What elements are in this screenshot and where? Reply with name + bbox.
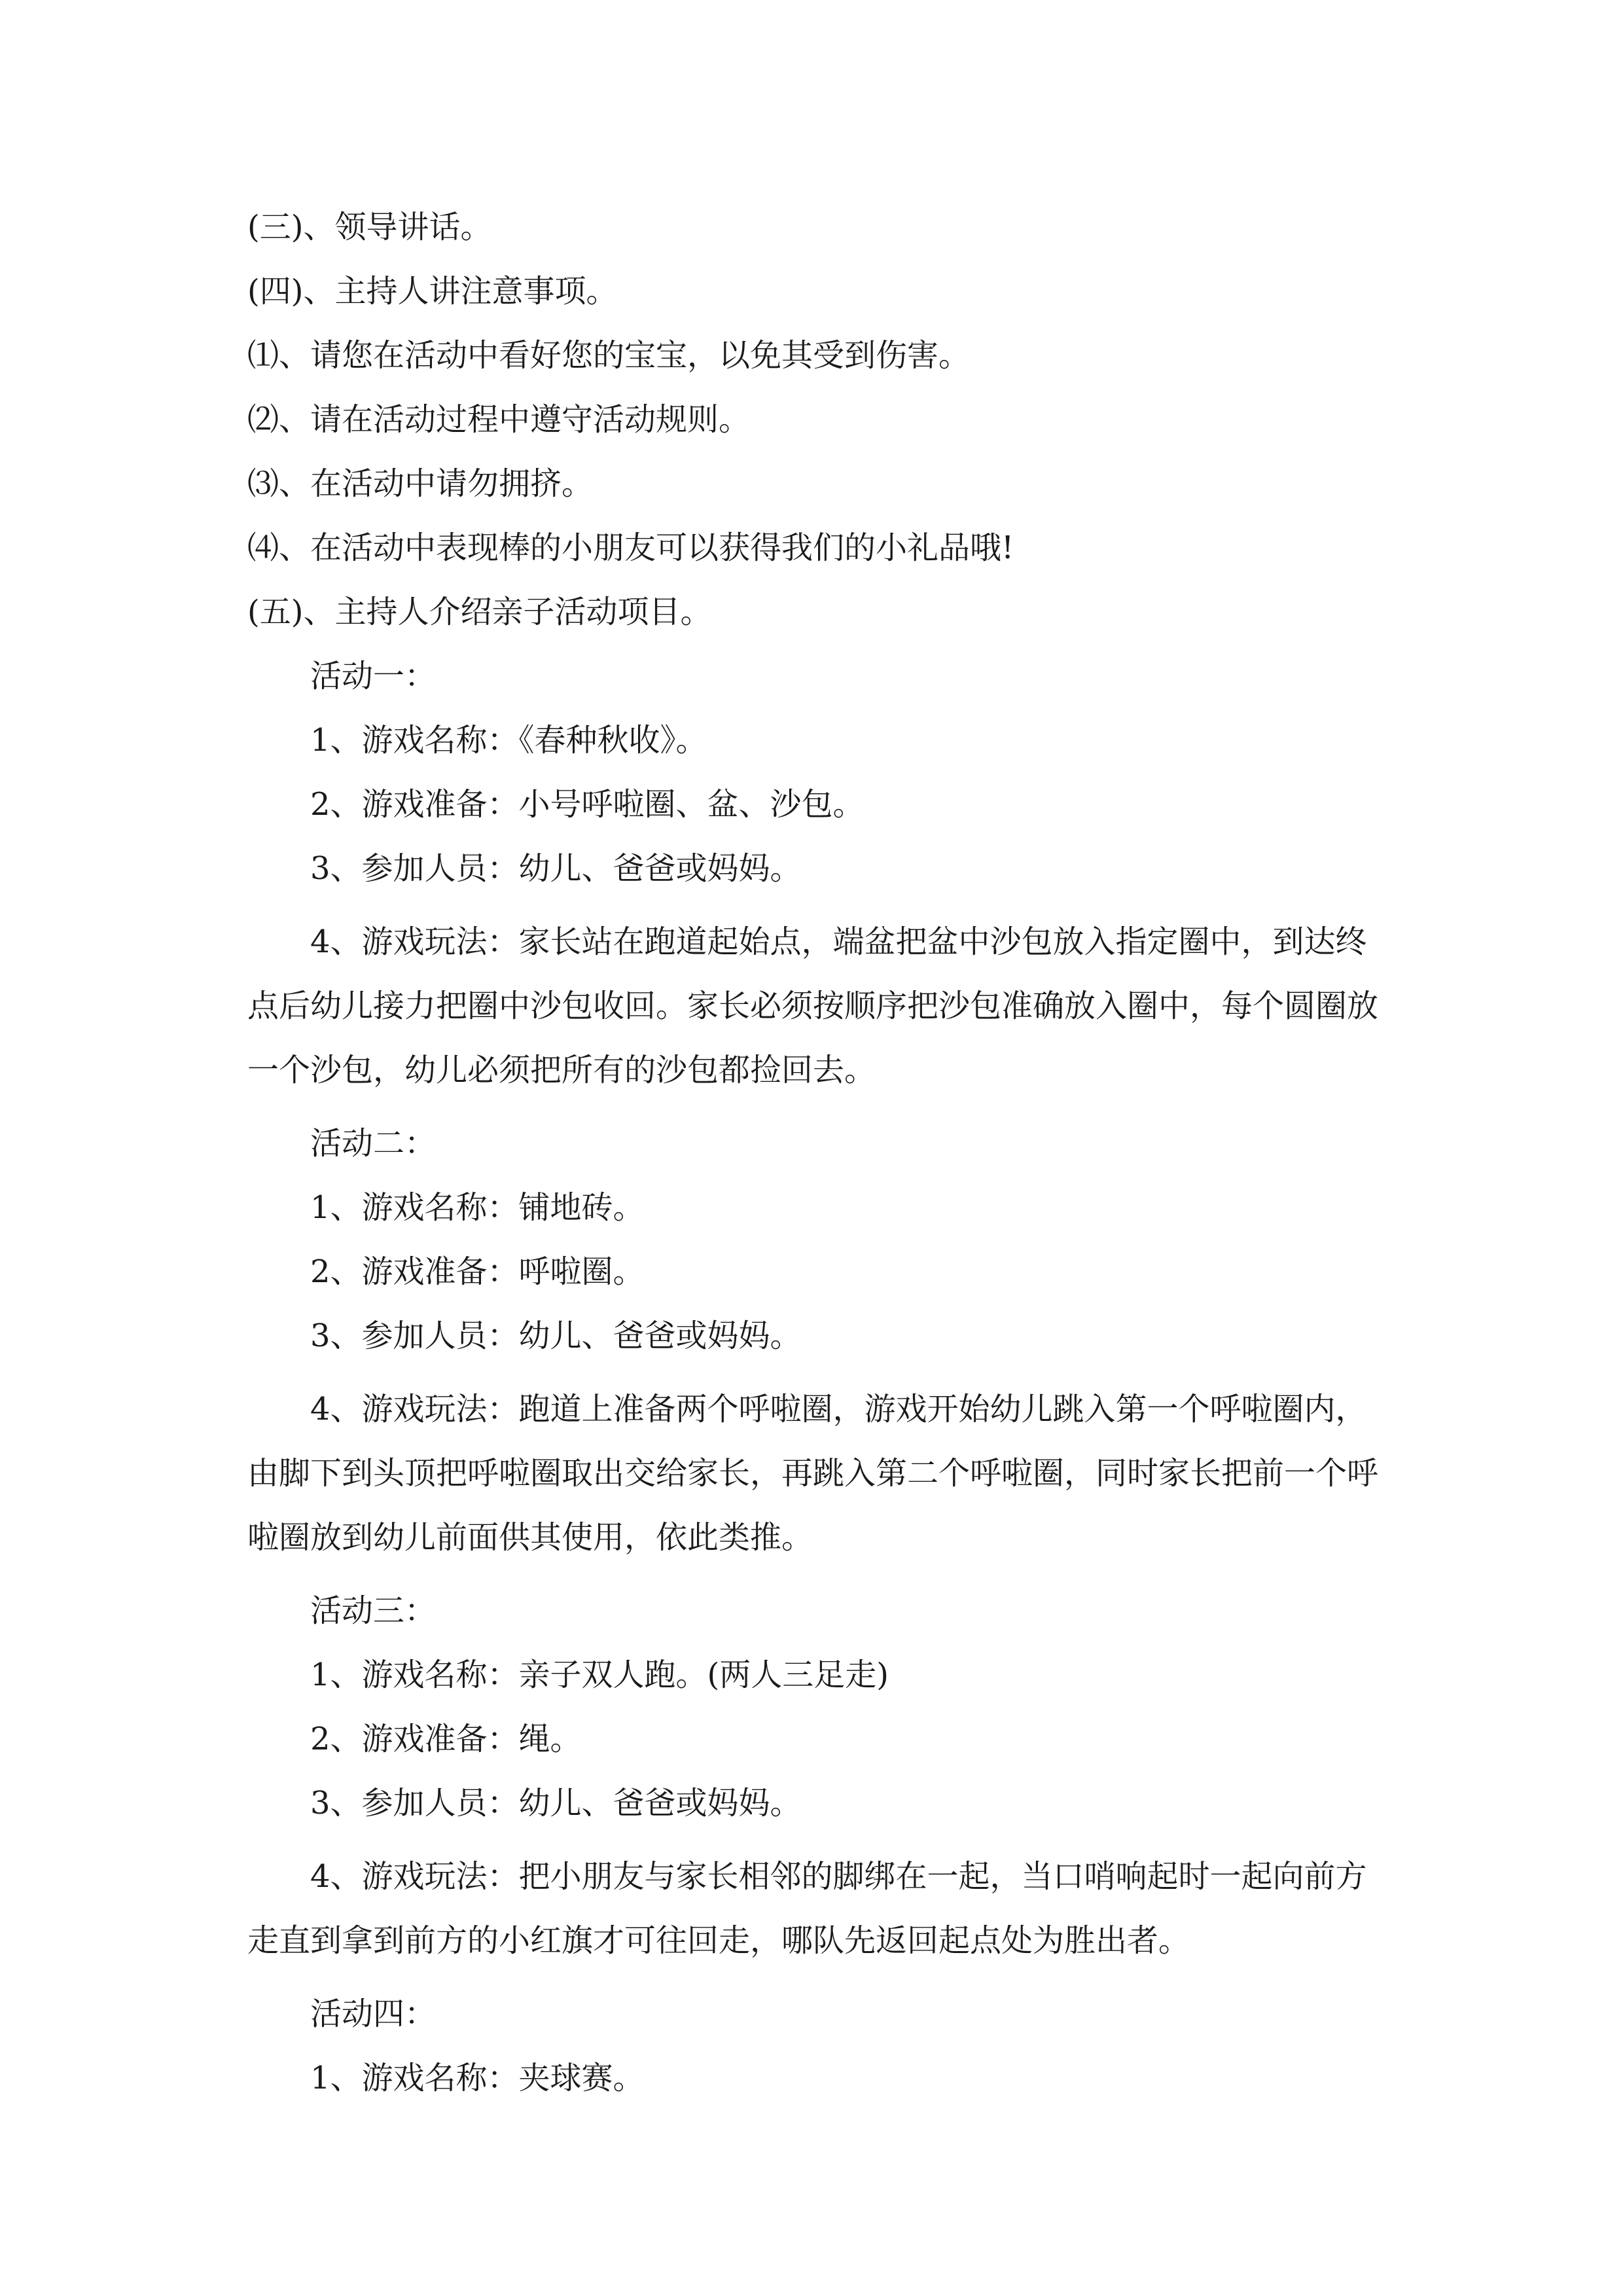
text-line: ⑶、在活动中请勿拥挤。 [247, 465, 594, 502]
document-body [247, 204, 1386, 2119]
section-heading: 活动一： [310, 658, 437, 694]
paragraph: 4、游戏玩法：家长站在跑道起始点，端盆把盆中沙包放入指定圈中，到达终点后幼儿接力把圈中沙包收回。家长必须按顺序把沙包准确放入圈中，每个圆圈放一个沙包，幼儿必须把所有的沙包都捡回去。 [247, 924, 1379, 1088]
text-line: ⑷、在活动中表现棒的小朋友可以获得我们的小礼品哦! [247, 529, 1014, 566]
text-line: 1、游戏名称：夹球赛。 [310, 2060, 645, 2096]
section-heading: 活动四： [310, 1996, 437, 2032]
text-line: 2、游戏准备：呼啦圈。 [310, 1253, 645, 1290]
text-line: 2、游戏准备：小号呼啦圈、盆、沙包。 [310, 786, 865, 823]
text-line: 3、参加人员：幼儿、爸爸或妈妈。 [310, 1785, 802, 1821]
text-line: 1、游戏名称：《春种秋收》。 [310, 722, 707, 759]
paragraph: 4、游戏玩法：跑道上准备两个呼啦圈，游戏开始幼儿跳入第一个呼啦圈内，由脚下到头顶把呼啦圈取出交给家长，再跳入第二个呼啦圈，同时家长把前一个呼啦圈放到幼儿前面供其使用，依此类推。 [247, 1391, 1379, 1556]
text-line: ⑵、请在活动过程中遵守活动规则。 [247, 401, 751, 438]
text-line: 3、参加人员：幼儿、爸爸或妈妈。 [310, 850, 802, 887]
text-line: 1、游戏名称：亲子双人跑。(两人三足走) [310, 1657, 889, 1693]
section-heading: 活动二： [310, 1125, 437, 1162]
text-line: (四)、主持人讲注意事项。 [247, 273, 618, 310]
paragraph: 4、游戏玩法：把小朋友与家长相邻的脚绑在一起，当口哨响起时一起向前方走直到拿到前方的小红旗才可往回走，哪队先返回起点处为胜出者。 [247, 1858, 1367, 1959]
text-line: 1、游戏名称：铺地砖。 [310, 1189, 645, 1226]
text-line: ⑴、请您在活动中看好您的宝宝，以免其受到伤害。 [247, 337, 971, 374]
text-line: 3、参加人员：幼儿、爸爸或妈妈。 [310, 1318, 802, 1354]
section-heading: 活动三： [310, 1592, 437, 1629]
text-line: 2、游戏准备：绳。 [310, 1721, 582, 1757]
text-line: (三)、领导讲话。 [247, 209, 492, 245]
text-line: (五)、主持人介绍亲子活动项目。 [247, 594, 712, 630]
